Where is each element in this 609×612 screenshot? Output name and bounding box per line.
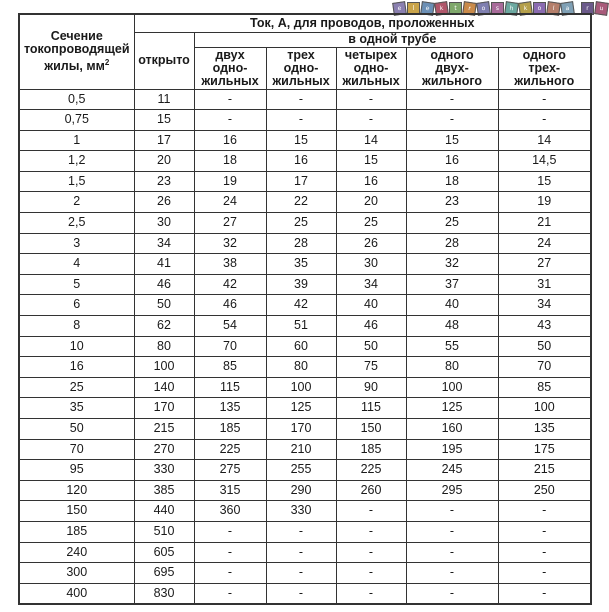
cell-pipe: - bbox=[406, 521, 498, 542]
cell-pipe: 90 bbox=[336, 377, 406, 398]
cell-pipe: 185 bbox=[194, 419, 266, 440]
cell-pipe: 25 bbox=[266, 213, 336, 234]
cell-pipe: 51 bbox=[266, 316, 336, 337]
cell-pipe: 210 bbox=[266, 439, 336, 460]
table-row bbox=[19, 110, 591, 131]
table-row bbox=[19, 171, 591, 192]
cell-open: 46 bbox=[134, 274, 194, 295]
cell-open: 20 bbox=[134, 151, 194, 172]
cell-pipe: 14 bbox=[498, 130, 591, 151]
cell-pipe: 50 bbox=[336, 336, 406, 357]
logo-tile: l bbox=[407, 2, 420, 15]
cell-pipe: 150 bbox=[336, 419, 406, 440]
cell-pipe: 115 bbox=[336, 398, 406, 419]
logo-tile: e bbox=[420, 1, 435, 16]
header-pipe-column-line: одно- bbox=[212, 60, 248, 75]
logo-tile: l bbox=[546, 1, 561, 16]
cell-pipe: - bbox=[194, 110, 266, 131]
logo-tile: h bbox=[504, 1, 519, 16]
cell-open: 41 bbox=[134, 254, 194, 275]
cell-pipe: - bbox=[194, 563, 266, 584]
logo-tile: a bbox=[560, 1, 575, 16]
cell-pipe: 27 bbox=[194, 213, 266, 234]
header-pipe-column bbox=[406, 47, 498, 89]
cell-pipe: 31 bbox=[498, 274, 591, 295]
cell-open: 26 bbox=[134, 192, 194, 213]
cell-open: 830 bbox=[134, 583, 194, 604]
cell-pipe: - bbox=[406, 542, 498, 563]
cell-pipe: 35 bbox=[266, 254, 336, 275]
cell-section: 150 bbox=[19, 501, 134, 522]
cell-pipe: 25 bbox=[406, 213, 498, 234]
cell-section: 2 bbox=[19, 192, 134, 213]
cell-pipe: 27 bbox=[498, 254, 591, 275]
cell-pipe: 315 bbox=[194, 480, 266, 501]
header-pipe-column-line: четырех bbox=[344, 47, 398, 62]
cell-pipe: - bbox=[498, 563, 591, 584]
table-row bbox=[19, 192, 591, 213]
cell-section: 1,5 bbox=[19, 171, 134, 192]
cell-open: 270 bbox=[134, 439, 194, 460]
header-pipe-column-line: одно- bbox=[353, 60, 389, 75]
cell-pipe: 170 bbox=[266, 419, 336, 440]
cell-pipe: 100 bbox=[406, 377, 498, 398]
header-section bbox=[19, 14, 134, 89]
cell-open: 385 bbox=[134, 480, 194, 501]
cell-pipe: 80 bbox=[406, 357, 498, 378]
cell-open: 140 bbox=[134, 377, 194, 398]
logo-tile: k bbox=[434, 1, 449, 16]
table-row bbox=[19, 357, 591, 378]
header-current-title: Ток, А, для проводов, проложенных bbox=[134, 14, 591, 32]
cell-pipe: 60 bbox=[266, 336, 336, 357]
cell-pipe: 42 bbox=[194, 274, 266, 295]
cell-pipe: - bbox=[498, 521, 591, 542]
header-pipe-column-line: жильных bbox=[272, 73, 330, 88]
header-pipe-column-line: одного bbox=[430, 47, 474, 62]
table-row bbox=[19, 439, 591, 460]
cell-pipe: 38 bbox=[194, 254, 266, 275]
header-pipe-column bbox=[194, 47, 266, 89]
table-row bbox=[19, 521, 591, 542]
cell-open: 100 bbox=[134, 357, 194, 378]
cell-pipe: 32 bbox=[194, 233, 266, 254]
table-row bbox=[19, 563, 591, 584]
cell-pipe: 42 bbox=[266, 295, 336, 316]
table-row bbox=[19, 542, 591, 563]
header-in-pipe: в одной трубе bbox=[194, 32, 591, 47]
header-pipe-column-line: двух bbox=[215, 47, 245, 62]
table-row bbox=[19, 460, 591, 481]
cell-pipe: - bbox=[406, 583, 498, 604]
cell-pipe: - bbox=[194, 521, 266, 542]
logo-tile: r bbox=[462, 1, 477, 16]
table-row bbox=[19, 295, 591, 316]
cell-pipe: 100 bbox=[266, 377, 336, 398]
header-pipe-column bbox=[266, 47, 336, 89]
cell-section: 95 bbox=[19, 460, 134, 481]
cell-pipe: 215 bbox=[498, 460, 591, 481]
cell-pipe: - bbox=[498, 501, 591, 522]
table-row bbox=[19, 233, 591, 254]
cell-pipe: 34 bbox=[498, 295, 591, 316]
cell-pipe: 26 bbox=[336, 233, 406, 254]
table-row bbox=[19, 151, 591, 172]
cell-pipe: 255 bbox=[266, 460, 336, 481]
cell-section: 50 bbox=[19, 419, 134, 440]
cell-pipe: 290 bbox=[266, 480, 336, 501]
header-section-line2: токопроводящей bbox=[23, 42, 130, 57]
cell-pipe: - bbox=[336, 501, 406, 522]
cell-pipe: - bbox=[266, 89, 336, 110]
cell-pipe: 14,5 bbox=[498, 151, 591, 172]
table-row bbox=[19, 274, 591, 295]
cell-pipe: - bbox=[266, 521, 336, 542]
cell-pipe: 125 bbox=[406, 398, 498, 419]
cell-open: 50 bbox=[134, 295, 194, 316]
table-row bbox=[19, 419, 591, 440]
cell-pipe: 250 bbox=[498, 480, 591, 501]
cell-open: 11 bbox=[134, 89, 194, 110]
table-row bbox=[19, 213, 591, 234]
header-pipe-column-line: жильного bbox=[421, 73, 483, 88]
header-pipe-column bbox=[336, 47, 406, 89]
cell-pipe: 75 bbox=[336, 357, 406, 378]
cell-pipe: 30 bbox=[336, 254, 406, 275]
cell-section: 120 bbox=[19, 480, 134, 501]
header-pipe-column-line: жильного bbox=[514, 73, 575, 88]
cell-pipe: - bbox=[336, 542, 406, 563]
cell-pipe: 48 bbox=[406, 316, 498, 337]
cell-pipe: 43 bbox=[498, 316, 591, 337]
cell-section: 16 bbox=[19, 357, 134, 378]
cell-pipe: - bbox=[336, 583, 406, 604]
header-section-sup: 2 bbox=[104, 58, 110, 68]
cell-pipe: 175 bbox=[498, 439, 591, 460]
current-table bbox=[18, 13, 592, 605]
cell-pipe: 185 bbox=[336, 439, 406, 460]
cell-pipe: - bbox=[406, 89, 498, 110]
header-section-line1: Сечение bbox=[50, 29, 103, 44]
logo-tile: o bbox=[533, 2, 546, 15]
cell-section: 5 bbox=[19, 274, 134, 295]
cell-pipe: 46 bbox=[336, 316, 406, 337]
header-pipe-column-line: одно- bbox=[283, 60, 319, 75]
cell-pipe: - bbox=[194, 89, 266, 110]
table-row bbox=[19, 398, 591, 419]
cell-section: 0,75 bbox=[19, 110, 134, 131]
table-row bbox=[19, 254, 591, 275]
cell-pipe: - bbox=[266, 583, 336, 604]
cell-pipe: - bbox=[498, 583, 591, 604]
cell-pipe: 115 bbox=[194, 377, 266, 398]
logo-tile: u bbox=[594, 1, 609, 16]
cell-pipe: 22 bbox=[266, 192, 336, 213]
header-pipe-column-line: трех- bbox=[528, 60, 561, 75]
table-row bbox=[19, 316, 591, 337]
cell-pipe: - bbox=[266, 563, 336, 584]
cell-pipe: - bbox=[194, 583, 266, 604]
logo-tile: e bbox=[392, 1, 407, 16]
cell-pipe: 32 bbox=[406, 254, 498, 275]
cell-pipe: 80 bbox=[266, 357, 336, 378]
cell-pipe: - bbox=[498, 110, 591, 131]
cell-section: 300 bbox=[19, 563, 134, 584]
cell-pipe: 28 bbox=[266, 233, 336, 254]
cell-pipe: - bbox=[336, 89, 406, 110]
table-row bbox=[19, 377, 591, 398]
cell-open: 15 bbox=[134, 110, 194, 131]
logo-tile: k bbox=[518, 1, 533, 16]
cell-pipe: - bbox=[498, 542, 591, 563]
table-row bbox=[19, 336, 591, 357]
cell-section: 25 bbox=[19, 377, 134, 398]
cell-section: 240 bbox=[19, 542, 134, 563]
cell-pipe: 225 bbox=[336, 460, 406, 481]
table-row bbox=[19, 89, 591, 110]
cell-pipe: - bbox=[194, 542, 266, 563]
cell-pipe: 70 bbox=[498, 357, 591, 378]
cell-pipe: 160 bbox=[406, 419, 498, 440]
cell-pipe: 15 bbox=[336, 151, 406, 172]
cell-section: 1 bbox=[19, 130, 134, 151]
table-row bbox=[19, 130, 591, 151]
logo-tile: t bbox=[449, 2, 462, 15]
header-pipe-column-line: жильных bbox=[342, 73, 400, 88]
cell-pipe: 330 bbox=[266, 501, 336, 522]
table-row bbox=[19, 480, 591, 501]
cell-pipe: - bbox=[336, 521, 406, 542]
cell-open: 440 bbox=[134, 501, 194, 522]
cell-pipe: 295 bbox=[406, 480, 498, 501]
cell-section: 10 bbox=[19, 336, 134, 357]
cell-pipe: 16 bbox=[336, 171, 406, 192]
cell-open: 330 bbox=[134, 460, 194, 481]
cell-pipe: 16 bbox=[266, 151, 336, 172]
cell-open: 605 bbox=[134, 542, 194, 563]
cell-pipe: - bbox=[336, 563, 406, 584]
cell-pipe: 85 bbox=[194, 357, 266, 378]
cell-pipe: 15 bbox=[498, 171, 591, 192]
header-pipe-column-line: одного bbox=[522, 47, 566, 62]
cell-open: 23 bbox=[134, 171, 194, 192]
cell-pipe: 260 bbox=[336, 480, 406, 501]
cell-pipe: 25 bbox=[336, 213, 406, 234]
table-row bbox=[19, 583, 591, 604]
cell-pipe: - bbox=[498, 89, 591, 110]
cell-pipe: 85 bbox=[498, 377, 591, 398]
cell-pipe: 20 bbox=[336, 192, 406, 213]
cell-pipe: 70 bbox=[194, 336, 266, 357]
cell-pipe: 28 bbox=[406, 233, 498, 254]
cell-pipe: 19 bbox=[194, 171, 266, 192]
cell-pipe: 54 bbox=[194, 316, 266, 337]
cell-section: 70 bbox=[19, 439, 134, 460]
cell-section: 6 bbox=[19, 295, 134, 316]
header-pipe-column-line: жильных bbox=[201, 73, 259, 88]
cell-open: 17 bbox=[134, 130, 194, 151]
cell-pipe: 245 bbox=[406, 460, 498, 481]
cell-pipe: 55 bbox=[406, 336, 498, 357]
cell-section: 400 bbox=[19, 583, 134, 604]
cell-section: 4 bbox=[19, 254, 134, 275]
cell-open: 695 bbox=[134, 563, 194, 584]
cell-pipe: 50 bbox=[498, 336, 591, 357]
cell-section: 0,5 bbox=[19, 89, 134, 110]
header-pipe-column bbox=[498, 47, 591, 89]
cell-pipe: 15 bbox=[266, 130, 336, 151]
cell-pipe: 40 bbox=[336, 295, 406, 316]
cell-pipe: 46 bbox=[194, 295, 266, 316]
cell-pipe: 225 bbox=[194, 439, 266, 460]
logo-tile: s bbox=[491, 2, 504, 15]
cell-pipe: 21 bbox=[498, 213, 591, 234]
cell-open: 34 bbox=[134, 233, 194, 254]
cell-section: 35 bbox=[19, 398, 134, 419]
cell-pipe: - bbox=[266, 110, 336, 131]
cell-pipe: 39 bbox=[266, 274, 336, 295]
cell-section: 3 bbox=[19, 233, 134, 254]
logo-tile: o bbox=[476, 1, 491, 16]
cell-pipe: 125 bbox=[266, 398, 336, 419]
cell-pipe: 135 bbox=[194, 398, 266, 419]
cell-open: 30 bbox=[134, 213, 194, 234]
cell-pipe: 23 bbox=[406, 192, 498, 213]
cell-section: 1,2 bbox=[19, 151, 134, 172]
cell-pipe: 135 bbox=[498, 419, 591, 440]
cell-pipe: 17 bbox=[266, 171, 336, 192]
cell-pipe: 275 bbox=[194, 460, 266, 481]
cell-pipe: - bbox=[336, 110, 406, 131]
cell-pipe: 360 bbox=[194, 501, 266, 522]
cell-pipe: 18 bbox=[194, 151, 266, 172]
header-pipe-column-line: двух- bbox=[435, 60, 469, 75]
cell-pipe: - bbox=[406, 110, 498, 131]
cell-open: 170 bbox=[134, 398, 194, 419]
cell-pipe: 100 bbox=[498, 398, 591, 419]
header-section-line3: жилы, мм bbox=[44, 59, 105, 74]
cell-pipe: 40 bbox=[406, 295, 498, 316]
cell-section: 8 bbox=[19, 316, 134, 337]
cell-pipe: - bbox=[406, 563, 498, 584]
cell-pipe: 18 bbox=[406, 171, 498, 192]
cell-pipe: 15 bbox=[406, 130, 498, 151]
cell-pipe: 16 bbox=[406, 151, 498, 172]
cell-pipe: 24 bbox=[194, 192, 266, 213]
cell-pipe: 37 bbox=[406, 274, 498, 295]
cell-pipe: 16 bbox=[194, 130, 266, 151]
cell-open: 510 bbox=[134, 521, 194, 542]
logo-tile: r bbox=[581, 2, 594, 15]
cell-open: 62 bbox=[134, 316, 194, 337]
cell-pipe: 14 bbox=[336, 130, 406, 151]
header-pipe-column-line: трех bbox=[287, 47, 315, 62]
cell-section: 2,5 bbox=[19, 213, 134, 234]
cell-pipe: 34 bbox=[336, 274, 406, 295]
header-open: открыто bbox=[134, 32, 194, 89]
cell-open: 80 bbox=[134, 336, 194, 357]
cell-pipe: - bbox=[266, 542, 336, 563]
cell-open: 215 bbox=[134, 419, 194, 440]
cell-pipe: - bbox=[406, 501, 498, 522]
cell-section: 185 bbox=[19, 521, 134, 542]
cell-pipe: 24 bbox=[498, 233, 591, 254]
table-row bbox=[19, 501, 591, 522]
cell-pipe: 195 bbox=[406, 439, 498, 460]
cell-pipe: 19 bbox=[498, 192, 591, 213]
